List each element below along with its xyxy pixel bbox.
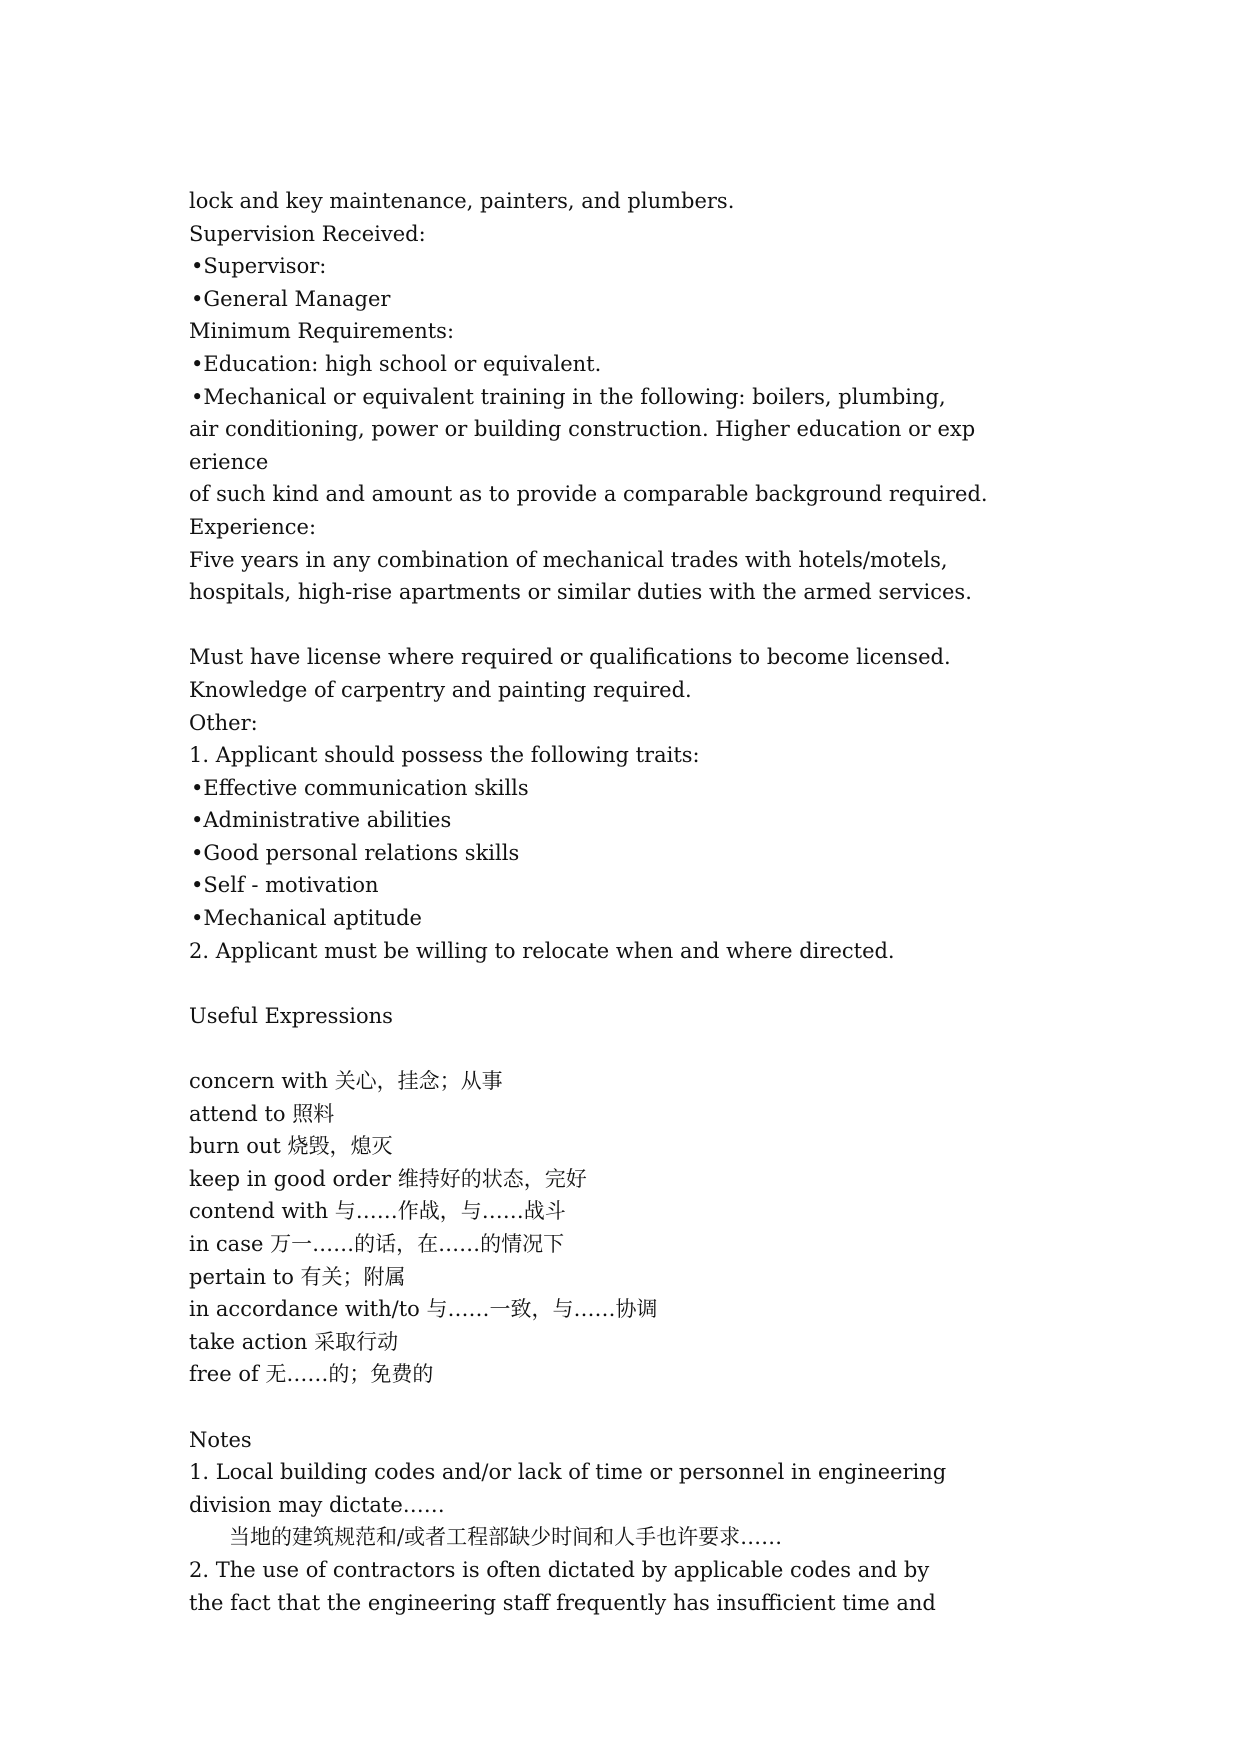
blank-line	[189, 967, 1089, 1000]
expression-item: keep in good order 维持好的状态，完好	[189, 1166, 587, 1191]
bullet-item: •Mechanical aptitude	[191, 906, 422, 931]
text-line: Must have license where required or qualifications to become licensed.	[189, 645, 951, 670]
expression-item: attend to 照料	[189, 1101, 335, 1126]
expression-item: pertain to 有关；附属	[189, 1264, 406, 1289]
expression-item: free of 无……的；免费的	[189, 1362, 434, 1387]
expression-item: contend with 与……作战，与……战斗	[189, 1199, 566, 1224]
expression-item: in case 万一……的话，在……的情况下	[189, 1232, 565, 1256]
notes-heading: Notes	[189, 1427, 252, 1452]
text-line: air conditioning, power or building construction. Higher education or exp	[189, 417, 976, 442]
note-line: 1. Local building codes and/or lack of time or personnel in engineering	[189, 1460, 947, 1485]
blank-line	[189, 609, 1089, 642]
section-heading-minimum-requirements: Minimum Requirements:	[189, 319, 455, 344]
bullet-item: •Mechanical or equivalent training in the following: boilers, plumbing,	[191, 384, 946, 409]
text-line: of such kind and amount as to provide a comparable background required.	[189, 482, 988, 507]
document-body	[189, 185, 1089, 1619]
text-line: hospitals, high-rise apartments or similar duties with the armed services.	[189, 580, 972, 605]
bullet-item: •Supervisor:	[191, 254, 327, 279]
blank-line	[189, 1032, 1089, 1065]
section-heading-other: Other:	[189, 710, 258, 735]
text-line: lock and key maintenance, painters, and plumbers.	[189, 189, 735, 213]
expression-item: in accordance with/to 与……一致，与……协调	[189, 1297, 658, 1322]
section-heading-experience: Experience:	[189, 514, 317, 539]
useful-expressions-heading: Useful Expressions	[189, 1003, 393, 1028]
note-line: division may dictate……	[189, 1492, 445, 1517]
bullet-item: •Effective communication skills	[191, 775, 529, 800]
expression-item: burn out 烧毁，熄灭	[189, 1134, 393, 1159]
bullet-item: •Education: high school or equivalent.	[191, 351, 602, 376]
bullet-item: •Administrative abilities	[191, 808, 452, 833]
text-line: erience	[189, 449, 269, 474]
bullet-item: •Self - motivation	[191, 873, 379, 898]
section-heading-supervision: Supervision Received:	[189, 221, 426, 246]
note-line: the fact that the engineering staff frequently has insufficient time and	[189, 1590, 936, 1615]
numbered-item: 1. Applicant should possess the following traits:	[189, 743, 700, 768]
expression-item: concern with 关心，挂念；从事	[189, 1069, 503, 1094]
blank-line	[189, 1391, 1089, 1424]
numbered-item: 2. Applicant must be willing to relocate when and where directed.	[189, 938, 895, 963]
text-line: Five years in any combination of mechanical trades with hotels/motels,	[189, 547, 948, 572]
note-translation: 当地的建筑规范和/或者工程部缺少时间和人手也许要求……	[229, 1525, 783, 1550]
bullet-item: •General Manager	[191, 286, 391, 311]
note-line: 2. The use of contractors is often dictated by applicable codes and by	[189, 1557, 930, 1582]
expression-item: take action 采取行动	[189, 1329, 399, 1354]
text-line: Knowledge of carpentry and painting required.	[189, 677, 692, 702]
bullet-item: •Good personal relations skills	[191, 840, 520, 865]
